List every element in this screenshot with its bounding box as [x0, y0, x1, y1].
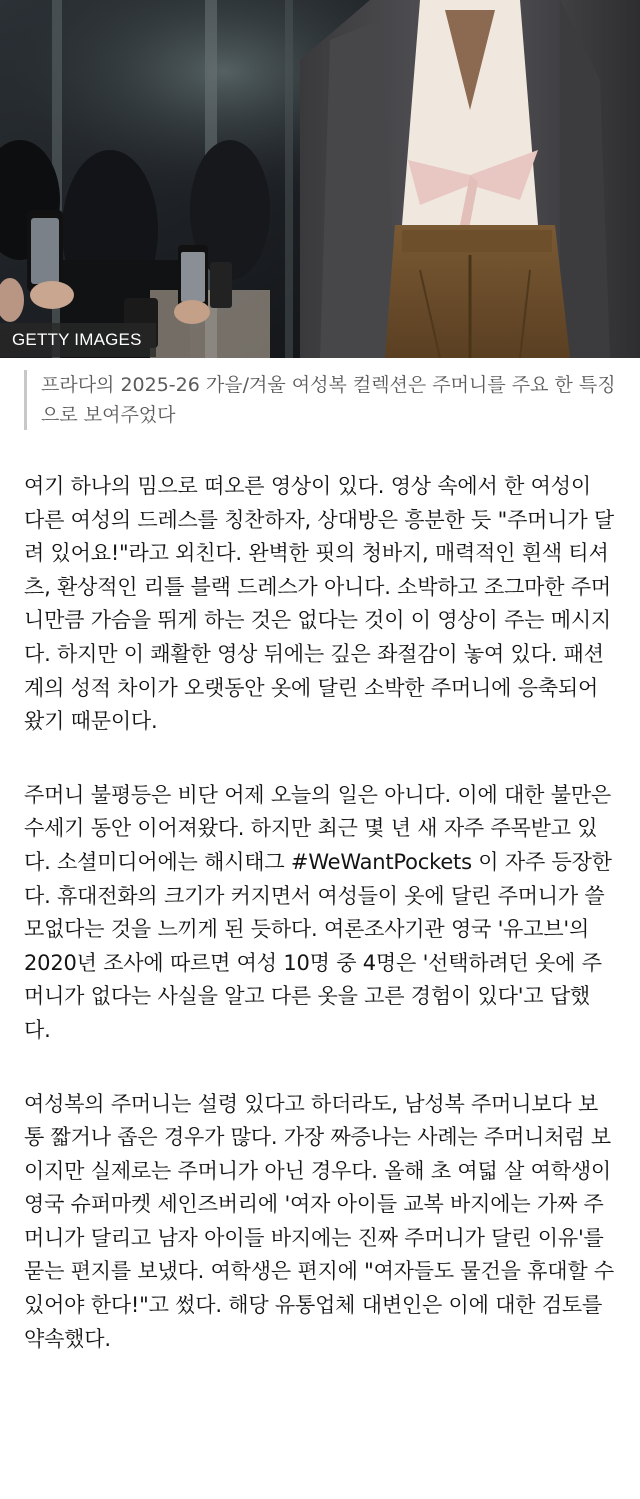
runway-photo-illustration — [0, 0, 640, 358]
photo-caption: 프라다의 2025-26 가을/겨울 여성복 컬렉션은 주머니를 주요 한 특징으로 보여주었다 — [24, 370, 616, 430]
article-body — [0, 470, 640, 1356]
hero-photo — [0, 0, 640, 358]
article-paragraph-1: 여기 하나의 밈으로 떠오른 영상이 있다. 영상 속에서 한 여성이 다른 여성의 드레스를 칭찬하자, 상대방은 흥분한 듯 "주머니가 달려 있어요!"라고 외친다. 완벽한 핏의 청바지, 매력적인 흰색 티셔츠, 환상적인 리틀 블랙 드레스가 아니다. 소박하고 조그마한 주머니만큼 가슴을 뛰게 하는 것은 없다는 것이 이 영상이 주는 메시지다. 하지만 이 쾌활한 영상 뒤에는 깊은 좌절감이 놓여 있다. 패션계의 성적 차이가 오랫동안 옷에 달린 소박한 주머니에 응축되어 왔기 때문이다. — [24, 474, 614, 734]
photo-credit: GETTY IMAGES — [0, 323, 156, 357]
article-paragraph-2: 주머니 불평등은 비단 어제 오늘의 일은 아니다. 이에 대한 불만은 수세기 동안 이어져왔다. 하지만 최근 몇 년 새 자주 주목받고 있다. 소셜미디어에는 해시태그 #WeWantPockets 이 자주 등장한다. 휴대전화의 크기가 커지면서 여성들이 옷에 달린 주머니가 쓸모없다는 것을 느끼게 된 듯하다. 여론조사기관 영국 '유고브'의 2020년 조사에 따르면 여성 10명 중 4명은 '선택하려던 옷에 주머니가 없다는 사실을 알고 다른 옷을 고른 경험이 있다'고 답했다. — [24, 782, 612, 1042]
article-paragraph-3: 여성복의 주머니는 설령 있다고 하더라도, 남성복 주머니보다 보통 짧거나 좁은 경우가 많다. 가장 짜증나는 사례는 주머니처럼 보이지만 실제로는 주머니가 아닌 경우다. 올해 초 여덟 살 여학생이 영국 슈퍼마켓 세인즈버리에 '여자 아이들 교복 바지에는 가짜 주머니가 달리고 남자 아이들 바지에는 진짜 주머니가 달린 이유'를 묻는 편지를 보냈다. 여학생은 편지에 "여자들도 물건을 휴대할 수 있어야 한다!"고 썼다. 해당 유통업체 대변인은 이에 대한 검토를 약속했다. — [24, 1091, 614, 1351]
